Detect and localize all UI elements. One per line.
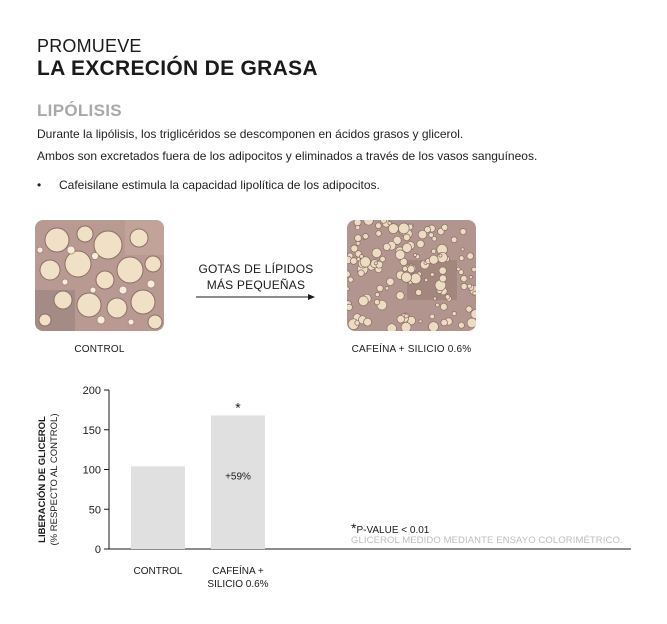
y-axis-title-line-2: (% RESPECTO AL CONTROL) (49, 413, 60, 546)
x-tick-label: CONTROL (133, 566, 183, 577)
y-tick-label: 50 (88, 504, 101, 517)
micrograph-caffeine-silicon-image (347, 220, 476, 331)
chart-bars (131, 399, 265, 549)
bullet-marker: • (37, 178, 42, 192)
lipid-droplets-label-line-1: GOTAS DE LÍPIDOS (198, 262, 314, 276)
section-title: LIPÓLISIS (37, 101, 122, 120)
chart-y-ticks (83, 385, 109, 556)
lipid-droplets-label-line-2: MÁS PEQUEÑAS (206, 278, 306, 292)
micrograph-control-image (35, 220, 164, 331)
y-axis-title (36, 414, 60, 546)
bar-data-label: +59% (225, 471, 251, 483)
y-tick-label: 100 (82, 464, 101, 477)
micrograph-control (35, 220, 164, 331)
header-line-1: PROMUEVE (37, 36, 142, 56)
footnote-pvalue (351, 520, 429, 536)
caption-caffeine-silicon: CAFEÍNA + SILICIO 0.6% (351, 344, 472, 355)
y-tick-label: 0 (94, 544, 101, 556)
bullet-text: Cafeisilane estimula la capacidad lipolítica de los adipocitos. (59, 178, 380, 192)
y-tick-label: 150 (82, 424, 101, 437)
y-tick-label: 200 (82, 385, 101, 397)
page-title: LA EXCRECIÓN DE GRASA (37, 57, 318, 80)
micrograph-caffeine-silicon (347, 220, 476, 331)
x-tick-label: SILICIO 0.6% (207, 579, 269, 590)
x-tick-label: CAFEÍNA + (212, 566, 264, 577)
lipid-droplets-label (190, 261, 322, 293)
bar (131, 466, 185, 549)
y-axis-title-line-1: LIBERACIÓN DE GLICEROL (37, 416, 48, 543)
footnote-pvalue-text: P-VALUE < 0.01 (356, 525, 430, 536)
bullet-item (37, 178, 380, 192)
footnote-star: * (351, 520, 357, 536)
chart-x-labels (134, 564, 269, 590)
caption-control: CONTROL (74, 344, 125, 355)
glycerol-bar-chart (0, 370, 667, 600)
significance-mark: * (235, 399, 241, 416)
paragraph-1: Durante la lipólisis, los triglicéridos se descomponen en ácidos grasos y glicerol. (37, 127, 464, 141)
right-arrow-icon (196, 293, 316, 301)
footnote-method: GLICEROL MEDIDO MEDIANTE ENSAYO COLORIMÉTRICO. (351, 535, 623, 546)
paragraph-2: Ambos son excretados fuera de los adipocitos y eliminados a través de los vasos sanguíneos. (37, 149, 538, 163)
